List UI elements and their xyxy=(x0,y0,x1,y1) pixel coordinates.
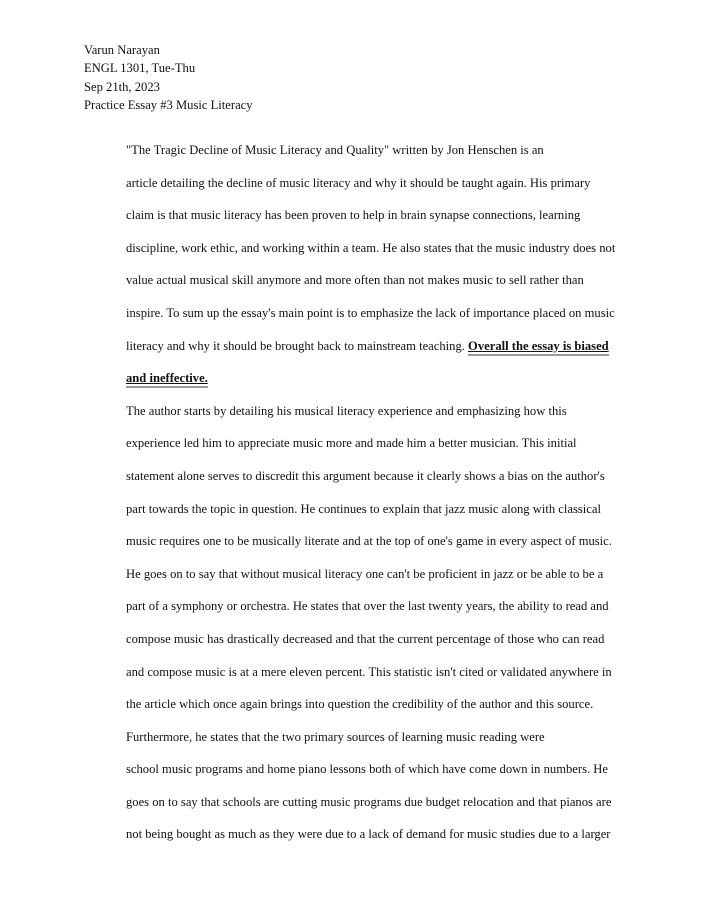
essay-body xyxy=(84,134,632,851)
paragraph-line: The author starts by detailing his musical literacy experience and emphasizing how this xyxy=(126,403,567,418)
thesis-statement-continued: and ineffective. xyxy=(126,371,208,388)
paragraph-line: statement alone serves to discredit this argument because it clearly shows a bias on the author's xyxy=(126,468,605,483)
author-name: Varun Narayan xyxy=(84,43,160,57)
paragraph-line: claim is that music literacy has been proven to help in brain synapse connections, learning xyxy=(126,208,581,223)
essay-header xyxy=(84,41,644,114)
essay-date: Sep 21th, 2023 xyxy=(84,79,160,94)
paragraph-line: inspire. To sum up the essay's main point is to emphasize the lack of importance placed on music xyxy=(126,305,615,320)
paragraph-line: discipline, work ethic, and working within a team. He also states that the music industry does not xyxy=(126,240,616,255)
paragraph-line: goes on to say that schools are cutting music programs due budget relocation and that pianos are xyxy=(126,794,612,809)
paragraph-2 xyxy=(84,395,632,721)
paragraph-line xyxy=(84,330,632,363)
paragraph-line: He goes on to say that without musical literacy one can't be proficient in jazz or be able to be a xyxy=(126,566,604,581)
paragraph-line: Furthermore, he states that the two primary sources of learning music reading were xyxy=(126,729,545,744)
paragraph-line: experience led him to appreciate music more and made him a better musician. This initial xyxy=(126,436,577,451)
paragraph-line: compose music has drastically decreased and that the current percentage of those who can read xyxy=(126,631,605,646)
course-info: ENGL 1301, Tue-Thu xyxy=(84,61,196,76)
paragraph-line: value actual musical skill anymore and more often than not makes music to sell rather than xyxy=(126,273,584,288)
paragraph-line: and compose music is at a mere eleven percent. This statistic isn't cited or validated anywhere in xyxy=(126,664,612,679)
paragraph-1 xyxy=(84,134,632,395)
paragraph-line: article detailing the decline of music literacy and why it should be taught again. His primary xyxy=(126,175,591,190)
paragraph-line: not being bought as much as they were due to a lack of demand for music studies due to a larger xyxy=(126,827,611,842)
paragraph-line xyxy=(84,362,632,395)
paragraph-line: part towards the topic in question. He continues to explain that jazz music along with classical xyxy=(126,501,601,516)
paragraph-3 xyxy=(84,721,632,851)
paragraph-line: the article which once again brings into question the credibility of the author and this source. xyxy=(126,697,594,712)
paragraph-line: music requires one to be musically literate and at the top of one's game in every aspect of music. xyxy=(126,534,612,549)
assignment-title: Practice Essay #3 Music Literacy xyxy=(84,97,253,112)
paragraph-line: part of a symphony or orchestra. He states that over the last twenty years, the ability to read and xyxy=(126,599,609,614)
paragraph-line: school music programs and home piano lessons both of which have come down in numbers. He xyxy=(126,762,608,777)
paragraph-line: "The Tragic Decline of Music Literacy and Quality" written by Jon Henschen is an xyxy=(126,143,544,157)
paragraph-text: literacy and why it should be brought back to mainstream teaching. xyxy=(126,338,469,353)
thesis-statement: Overall the essay is biased xyxy=(468,339,609,356)
